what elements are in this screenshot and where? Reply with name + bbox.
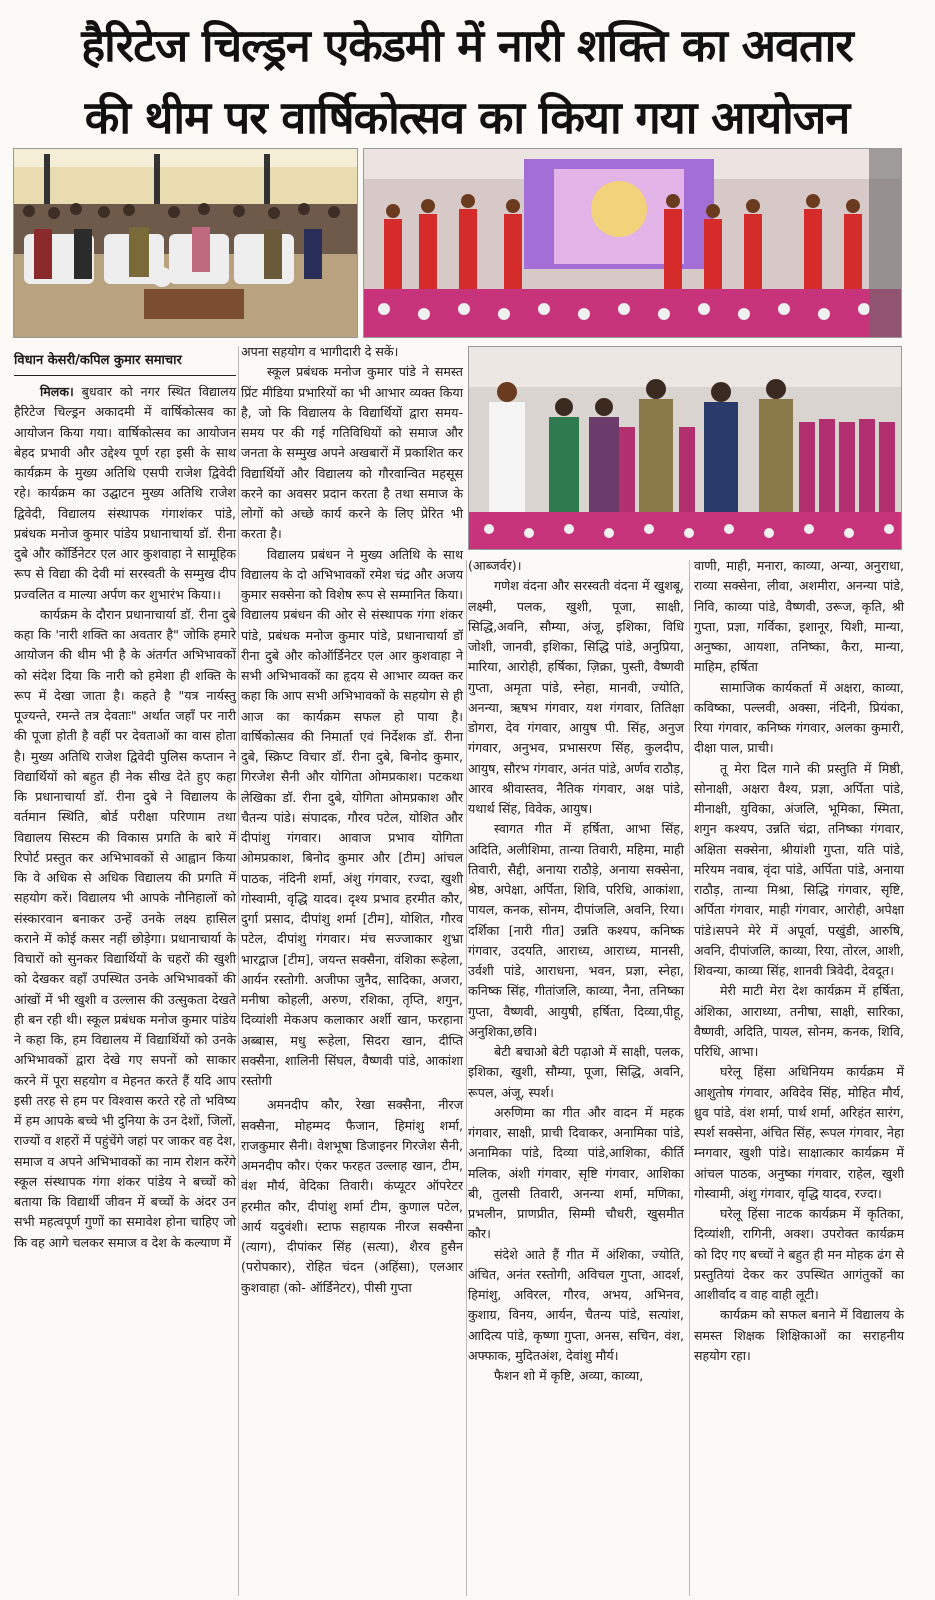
article-paragraph: तू मेरा दिल गाने की प्रस्तुति में मिष्ठी, सोनाक्षी, अक्षरा वैश्य, प्रज्ञा, अर्पिता पांडे, मीनाक्षी, युविका, अंजलि, भूमिका, स्मिता, शगुन कश्यप, उन्नति चंद्रा, तनिष्का गंगवार, अक्षिता सक्सेना, श्रीयांशी गुप्ता, यति पांडे, मरियम नवाब, वृंदा पांडे, अर्पिता पांडे, अनाया राठौड़, तान्या मिश्रा, सिद्धि गंगवार, सृष्टि, अर्पिता गंगवार, माही गंगवार, आरोही, अपेक्षा पांडे।सपने मेरे में अपूर्वा, पखुंडी, आरुषि, अवनि, दीपांजलि, काव्या, रिया, तोरल, आशी, शिवन्या, काव्या सिंह, शानवी त्रिवेदी, देवदूत।: [694, 760, 904, 978]
article-paragraph: घरेलू हिंसा अधिनियम कार्यक्रम में आशुतोष गंगवार, अविदेव सिंह, मोहित मौर्य, ध्रुव पांडे, वंश शर्मा, पार्थ शर्मा, अरिहंत सारंग, स्पर्श सक्सेना, अंचित सिंह, रूपल गंगवार, नेहा म्नगवार, खुशी पांडे। साक्षात्कार कार्यक्रम में आंचल पाठक, अनुष्का गंगवार, राहेल, खुशी गोस्वामी, अंशु गंगवार, वृद्धि यादव, रज्दा।: [694, 1064, 904, 1201]
column-rule: [689, 560, 690, 1596]
headline-line-1: हैरिटेज चिल्ड्रन एकेडमी में नारी शक्ति का अवतार: [81, 19, 853, 72]
article-paragraph: वाणी, माही, मनारा, काव्या, अन्या, अनुराधा, राव्या सक्सेना, लीवा, अशमीरा, अनन्या पांडे, निवि, काव्या पांडे, वैष्णवी, उरूज, कृति, श्री गुप्ता, प्रज्ञा, गर्विका, इशानूर, यिशी, मान्या, अनुष्का, आयशा, तनिष्का, कैरा, मान्या, माहिम, हर्षिता: [694, 558, 904, 675]
article-paragraph: कार्यक्रम को सफल बनाने में विद्यालय के समस्त शिक्षक शिक्षिकाओं का सराहनीय सहयोग रहा।: [694, 1307, 904, 1363]
article-column-2: [241, 342, 463, 1298]
article-column-4: [694, 556, 904, 1366]
article-paragraph: संदेशे आते हैं गीत में अंशिका, ज्योति, अंचित, अनंत रस्तोगी, अविचल गुप्ता, आदर्श, हिमांशु, अविरल, गौरव, अभय, अभिनव, कुशाग्र, विनय, आर्यन, चैतन्य पांडे, सत्यांश, आदित्य पांडे, कृष्णा गुप्ता, अनस, सचिन, वंश, अफ्फाक, मुदितअंश, देवांशु मौर्य।: [468, 1246, 684, 1363]
byline-rule: [14, 375, 236, 376]
photo-stage-performance: [363, 148, 902, 338]
byline: विधान केसरी/कपिल कुमार समाचार: [14, 353, 182, 368]
column-rule: [466, 560, 467, 1596]
article-paragraph: बेटी बचाओ बेटी पढ़ाओ में साक्षी, पलक, इशिका, खुशी, सौम्या, पूजा, सिद्धि, अवनि, रूपल, अंजू, स्पर्श।: [468, 1044, 684, 1100]
article-column-3: [468, 556, 684, 1386]
article-paragraph: सामाजिक कार्यकर्ता में अक्षरा, काव्या, कविष्का, पल्लवी, अक्सा, नंदिनी, प्रियंका, रिया गंगवार, कनिष्क गंगवार, अलका कुमारी, दीक्षा पाल, प्राची।: [694, 679, 904, 756]
article-paragraph: स्वागत गीत में हर्षिता, आभा सिंह, अदिति, अलीशिमा, तान्या तिवारी, महिमा, माही तिवारी, सैद्दी, अनाया राठौड़े, अनाया सक्सेना, श्रेष्ठ, अपेक्षा, अर्पिता, शिवि, परिधि, आकांशा, पायल, कनक, सोनम, दीपांजलि, अवनि, रिया। दर्शिका [नारी गीत] उन्नति कश्यप, कनिष्क गंगवार, उदयति, आराध्य, आराध्य, मानसी, उर्वशी पांडे, आराधना, भवन, प्रज्ञा, स्नेहा, कनिष्क सिंह, गीतांजलि, काव्या, नैना, तनिष्का गुप्ता, वैष्णवी, आयुषी, हर्षिता, दिव्या,पीहू, अनुशिका,छवि।: [468, 821, 684, 1039]
article-paragraph: विद्यालय प्रबंधन ने मुख्य अतिथि के साथ विद्यालय के दो अभिभावकों रमेश चंद्र और अजय कुमार सक्सेना को विशेष रूप से सम्मानित किया। विद्यालय प्रबंधन की ओर से संस्थापक गंगा शंकर पांडे, प्रबंधक मनोज कुमार पांडे, प्रधानाचार्या डॉ रीना दुबे और कोऑर्डिनेटर एल आर कुशवाहा ने सभी अभिभावकों का हृदय से आभार व्यक्त कर कहा कि आप सभी अभिभावकों के सहयोग से ही आज का कार्यक्रम सफल हो पाया है। वार्षिकोत्सव की निमार्ता एवं निर्देशक डॉ. रीना दुबे, स्क्रिप्ट विचार डॉ. रीना दुबे, बिनोद कुमार, गिरजेश सैनी और योगिता ओमप्रकाश। पटकथा लेखिका डॉ. रीना दुबे, योगिता ओमप्रकाश और चैतन्य पांडे। संपादक, गौरव पटेल, योशित और दीपांशु गंगवार। आवाज प्रभाव योगिता ओमप्रकाश, बिनोद कुमार और [टीम] आंचल पाठक, नंदिनी शर्मा, अंशु गंगवार, रज्दा, खुशी गोस्वामी, वृद्धि यादव। दृश्य प्रभाव हरमीत कौर, दुर्गा प्रसाद, दीपांशु शर्मा [टीम], योशित, गौरव पटेल, दीपांशु गंगवार। मंच सज्जाकार शुभ्रा भारद्वाज [टीम], जयन्त सक्सैना, वंशिका रूहेला, आर्यन रस्तोगी. अजीफा जुनैद, सादिका, अजरा, मनीषा कोहली, अरुण, रशिका, तृप्ति, शगुन, दिव्यांशी मेकअप कलाकार अर्शी खान, फरहाना अब्बास, मधु रूहेला, सिदरा खान, दीप्ति सक्सैना, शालिनी सिंघल, वैष्णवी पांडे, आकांशा रस्तोगी: [241, 546, 463, 1088]
article-paragraph: फैशन शो में कृष्टि, अव्या, काव्या,: [494, 1368, 644, 1383]
article-paragraph: स्कूल प्रबंधक मनोज कुमार पांडे ने समस्त प्रिंट मीडिया प्रभारियों का भी आभार व्यक्त किया है, जो कि विद्यालय के विद्यार्थियों द्वारा समय-समय पर की गई गतिविधियों को समाज और जनता के सम्मुख अपने अखबारों में प्रकाशित कर विद्यार्थियों और विद्यालय को गौरवान्वित महसूस करने का अवसर प्रदान करता है तथा समाज के लोगों को अच्छे कार्य करने के लिए प्रेरित भी करता है।: [241, 364, 463, 542]
paragraph-text: बुधवार को नगर स्थित विद्यालय हैरिटेज चिल्ड्रन अकादमी में वार्षिकोत्सव का आयोजन किया गया। वार्षिकोत्सव का आयोजन बेहद प्रभावी और उद्देश्य पूर्ण रहा इसी के साथ कार्यक्रम के मुख्य अतिथि एसपी राजेश द्विवेदी रहे। कार्यक्रम का उद्घाटन मुख्य अतिथि राजेश द्विवेदी, विद्यालय संस्थापक गंगाशंकर पांडे, प्रबंधक मनोज कुमार पांडेय प्रधानाचार्या डॉ. रीना दुबे और कॉर्डिनेटर एल आर कुशवाहा ने सामूहिक रूप से विद्या की देवी मां सरस्वती के सम्मुख दीप प्रज्वलित व माल्या अर्पण कर शुभारंभ किया।।: [14, 384, 236, 602]
article-paragraph: गणेश वंदना और सरस्वती वंदना में खुशबू, लक्ष्मी, पलक, खुशी, पूजा, साक्षी, सिद्धि,अवनि, सौम्या, अंजू, इशिका, विधि जोशी, जानवी, इशिका, सिद्धि पांडे, अनुप्रिया, मारिया, आरोही, हर्षिका, ज़िक्रा, पुस्ती, वैष्णवी गुप्ता, अमृता पांडे, स्नेहा, मानवी, ज्योति, अनन्या, ऋषभ गंगवार, यश गंगवार, तितिक्षा डोगरा, देव गंगवार, आयुष पी. सिंह, अनुज गंगवार, अनुभव, प्रभासरण सिंह, कुलदीप, आयुष, सौरभ गंगवार, अनंत पांडे, अर्णव राठौड़, आरव श्रीवास्तव, नैतिक गंगवार, अक्ष पांडे, यथार्थ सिंह, विवेक, आयुष।: [468, 578, 684, 816]
article-paragraph: (आब्जर्वर)।: [468, 558, 522, 573]
article-paragraph: अरुणिमा का गीत और वादन में महक गंगवार, साक्षी, प्राची दिवाकर, अनामिका पांडे, अनामिका पांडे, दिव्या पांडे,आशिका, कीर्ति मलिक, अंशी गंगवार, सृष्टि गंगवार, आशिका बी, तुलसी तिवारी, अनन्या शर्मा, मणिका, प्रभलीन, प्राणप्रीत, सिम्मी चौधरी, खुसमीत कौर।: [468, 1104, 684, 1242]
headline-line-2: की थीम पर वार्षिकोत्सव का किया गया आयोजन: [84, 91, 850, 144]
article-paragraph: अपना सहयोग व भागीदारी दे सकें।: [241, 344, 399, 359]
article-paragraph: [14, 382, 236, 605]
article-column-1: [14, 382, 236, 1253]
stage-image: [364, 149, 901, 337]
column-rule: [238, 346, 239, 1596]
headline: [14, 10, 920, 154]
article-paragraph: घरेलू हिंसा नाटक कार्यक्रम में कृतिका, दिव्यांशी, रागिनी, अक्श। उपरोक्त कार्यक्रम को दिए गए बच्चों ने बहुत ही मन मोहक ढंग से प्रस्तुतियां देकर कर उपस्थित आगंतुकों का आशीर्वाद व वाह वाही लूटी।: [694, 1206, 904, 1302]
article-paragraph: मेरी माटी मेरा देश कार्यक्रम में हर्षिता, अंशिका, आराध्या, तनीषा, साक्षी, सारिका, वैष्णवी, अदिति, पायल, सोनम, कनक, शिवि, परिधि, आभा।: [694, 983, 904, 1059]
photo-guests-students: [468, 346, 902, 550]
guests-image: [469, 347, 901, 549]
audience-image: [14, 149, 357, 337]
photo-audience: [13, 148, 358, 338]
article-paragraph: अमनदीप कौर, रेखा सक्सैना, नीरज सक्सैना, मोहम्मद फैजान, हिमांशु शर्मा, राजकुमार सैनी। वेशभूषा डिजाइनर गिरजेश सैनी, अमनदीप कौर। एंकर फरहत उल्लाह खान, टीम, वंश मौर्य, वेदिका तिवारी। कंप्यूटर ऑपरेटर हरमीत कौर, दीपांशु शर्मा टीम, कुणाल पटेल, आर्य यदुवंशी। स्टाफ सहायक नीरज सक्सैना (त्याग), दीपांकर सिंह (सत्या), शैरव हुसैन (परोपकार), रोहित चंदन (अहिंसा), एलआर कुशवाहा (को- ऑर्डिनेटर), पीसी गुप्ता: [241, 1097, 463, 1295]
article-paragraph: कार्यक्रम के दौरान प्रधानाचार्या डॉ. रीना दुबे कहा कि 'नारी शक्ति का अवतार है" जोकि हमारे आयोजन की थीम भी है के अंतर्गत अभिभावकों को संदेश दिया कि नारी को हमेशा ही शक्ति के रूप में देखा जाता है। कहते है "यत्र नार्यस्तु पूज्यन्ते, रमन्ते तत्र देवताः" अर्थात जहाँ पर नारी की पूजा होती है वहीं पर देवताओं का वास होता है। मुख्य अतिथि राजेश द्विवेदी पुलिस कप्तान ने विद्यार्थियों को बहुत ही नेक सीख देते हुए कहा कि प्रधानाचार्या डॉ. रीना दुबे ने विद्यालय के वर्तमान स्थिति, बोर्ड परीक्षा परिणाम तथा विद्यालय सिस्टम की विकास प्रगति के बारे में रिपोर्ट प्रस्तुत कर अभिभावकों से आह्वान किया कि वे अधिक से अधिक विद्यालय की प्रगति में सहयोग करें। विद्यालय भी आपके नौनिहालों को संस्कारवान बनाकर उन्हें उनके लक्ष्य हासिल कराने में कोई कसर नहीं छोड़ेगा। प्रधानाचार्या के विचारों को सुनकर विद्यार्थियों के चहरों की खुशी को देखकर वहाँ उपस्थित उनके अभिभावकों की आंखों में भी खुशी व उल्लास की उत्सुकता देखते ही बन रही थी। स्कूल प्रबंधक मनोज कुमार पांडेय ने कहा कि, हम विद्यालय में विद्यार्थियों को उनके अभिभावकों द्वारा देखे गए सपनों को साकार करने में पूरा सहयोग व मेहनत करते हैं यदि आप इसी तरह से हम पर विश्वास करते रहे तो भविष्य में हम आपके बच्चे भी दुनिया के उन देशों, जिलों, राज्यों व शहरों में पहुंचेंगे जहां पर जाकर वह देश, समाज व अपने अभिभावकों का नाम रोशन करेंगे स्कूल संस्थापक गंगा शंकर पांडेय ने बच्चों को बताया कि विद्यार्थी जीवन में बच्चों के अंदर उन सभी महत्वपूर्ण गुणों का समावेश होना चाहिए जो कि वह आगे चलकर समाज व देश के कल्याण में: [14, 606, 236, 1250]
dateline: मिलक।: [40, 384, 74, 399]
